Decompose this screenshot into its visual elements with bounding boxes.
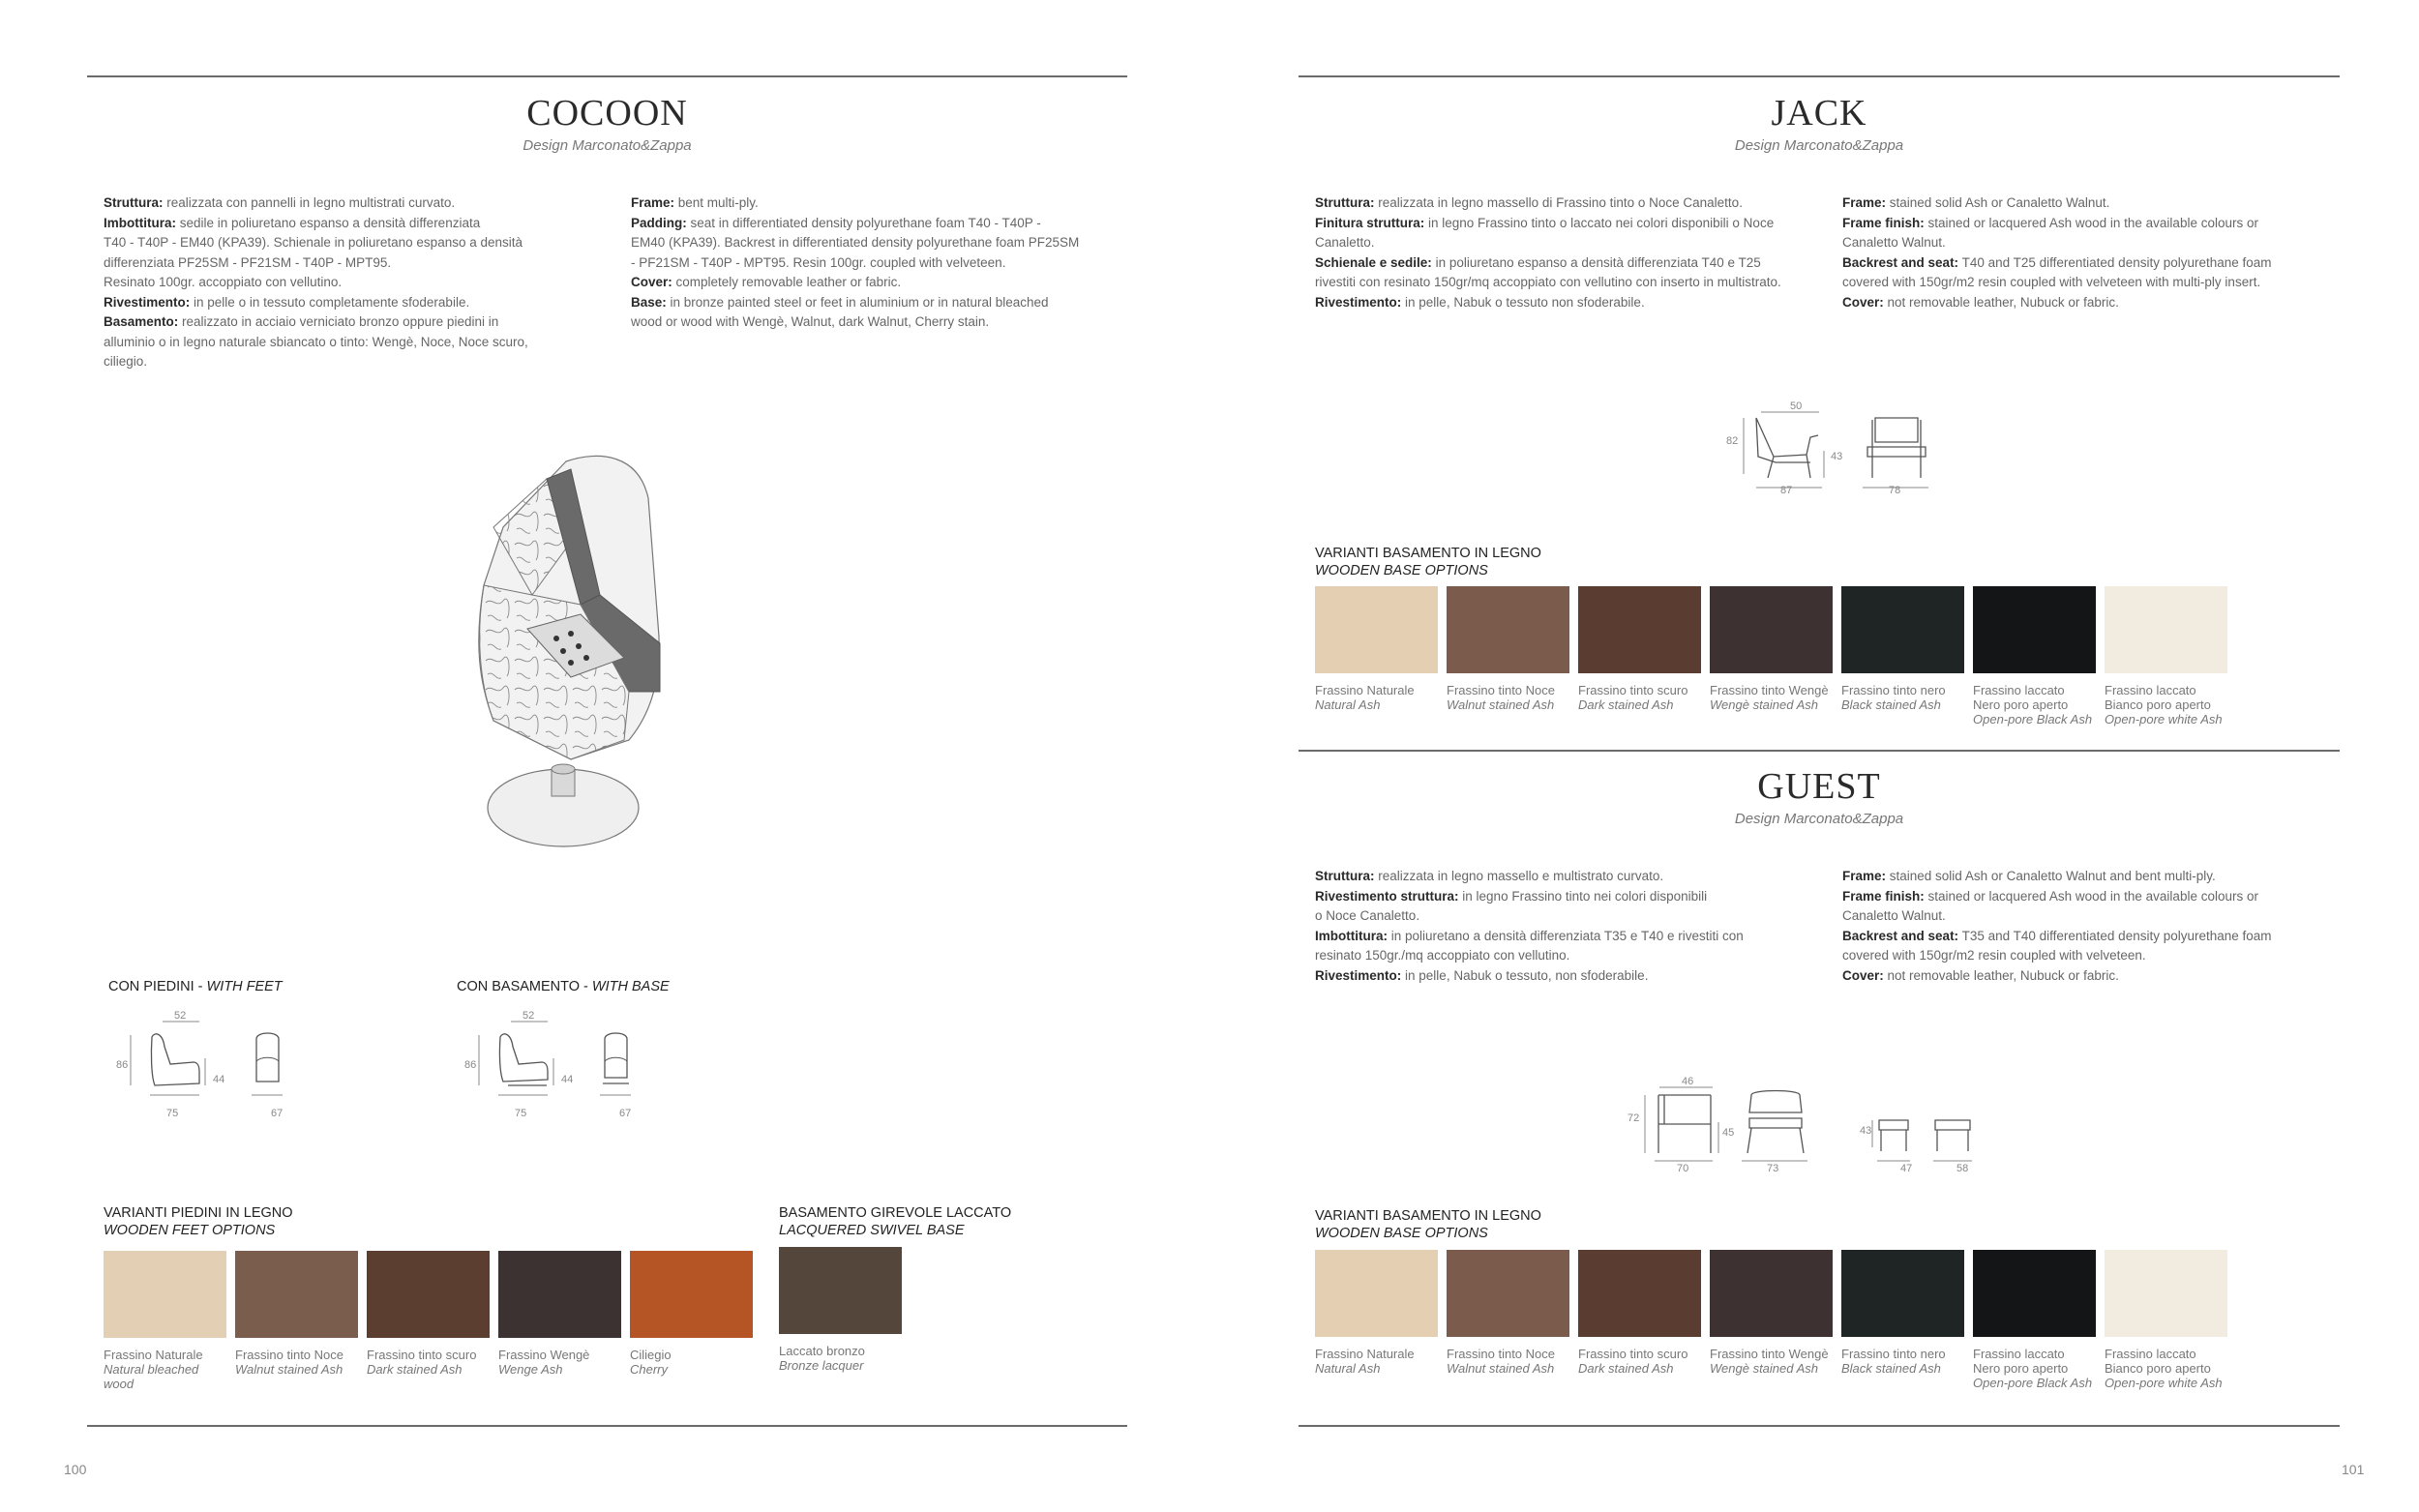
- guest-base-caption-it: Frassino laccato: [2105, 1347, 2196, 1361]
- feet-caption: [235, 1348, 371, 1377]
- jack-base-caption-it: Frassino laccato: [1973, 683, 2065, 697]
- guest-base-caption: [2105, 1347, 2240, 1390]
- jack-base-caption: [1315, 683, 1450, 712]
- jack-en-label: Backrest and seat:: [1842, 254, 1959, 270]
- guest-en-line: [1842, 887, 2345, 907]
- designer-jack: Design Marconato&Zappa: [1734, 137, 1904, 154]
- guest-base-caption-en: Open-pore Black Ash: [1973, 1376, 2093, 1390]
- cocoon-it-text: Resinato 100gr. accoppiato con vellutino.: [104, 275, 343, 289]
- guest-options-title: VARIANTI BASAMENTO IN LEGNO: [1315, 1208, 1541, 1224]
- guest-en-text: T35 and T40 differentiated density polyurethane foam: [1958, 928, 2272, 943]
- guest-en-label: Backrest and seat:: [1842, 928, 1959, 943]
- cocoon-it-line: [104, 193, 587, 214]
- cocoon-en-line: [631, 293, 1134, 313]
- cocoon-en-line: [631, 193, 1134, 214]
- feet-caption-it: Frassino Naturale: [104, 1348, 203, 1362]
- guest-base-caption: [1841, 1347, 1977, 1376]
- jack-base-caption-en: Open-pore white Ash: [2105, 712, 2223, 726]
- guest-it-text: resinato 150gr./mq accoppiato con vellutino.: [1315, 948, 1570, 963]
- dim-guest-seat: 45: [1722, 1127, 1735, 1139]
- jack-base-caption-en: Wengè stained Ash: [1710, 697, 1819, 712]
- guest-base-caption-it2: Bianco poro aperto: [2105, 1361, 2211, 1376]
- cocoon-en-text: in bronze painted steel or feet in aluminium or in natural bleached: [666, 294, 1049, 310]
- guest-base-caption-en: Black stained Ash: [1841, 1361, 1941, 1376]
- swivel-bronze-swatch: [779, 1247, 902, 1334]
- guest-base-caption-en: Open-pore white Ash: [2105, 1376, 2223, 1390]
- cocoon-it-text: realizzata con pannelli in legno multistrati curvato.: [163, 195, 456, 210]
- jack-en-line: [1842, 293, 2345, 313]
- with-feet-label-en: WITH FEET: [206, 979, 283, 994]
- dim-guest-stool-depth: 47: [1900, 1163, 1913, 1174]
- guest-en-label: Frame:: [1842, 869, 1887, 883]
- feet-swatch: [498, 1251, 621, 1338]
- page-number-right: 101: [2342, 1462, 2365, 1477]
- feet-caption: [104, 1348, 239, 1391]
- cocoon-en-line: [631, 233, 1134, 253]
- guest-it-line: [1315, 867, 1837, 887]
- cocoon-it-line: [104, 312, 587, 333]
- cocoon-base-dimension-drawing: [464, 1008, 658, 1105]
- guest-en-label: Frame finish:: [1842, 888, 1925, 904]
- designer-cocoon: Design Marconato&Zappa: [523, 137, 692, 154]
- jack-base-caption: [1447, 683, 1582, 712]
- jack-base-caption-it: Frassino laccato: [2105, 683, 2196, 697]
- jack-options-heading: [1315, 545, 1541, 579]
- jack-base-caption-en: Open-pore Black Ash: [1973, 712, 2093, 726]
- jack-base-caption-en: Dark stained Ash: [1578, 697, 1674, 712]
- guest-en-line: [1842, 906, 2345, 927]
- guest-base-caption-en: Wengè stained Ash: [1710, 1361, 1819, 1376]
- jack-it-line: [1315, 273, 1837, 293]
- dim-jack-width: 50: [1790, 400, 1803, 412]
- cocoon-it-text: in pelle o in tessuto completamente sfoderabile.: [190, 294, 470, 310]
- guest-en-text: stained or lacquered Ash wood in the available colours or: [1924, 888, 2258, 904]
- guest-it-label: Rivestimento struttura:: [1315, 888, 1459, 904]
- jack-description-en: [1842, 193, 2345, 312]
- jack-options-title: VARIANTI BASAMENTO IN LEGNO: [1315, 546, 1541, 561]
- jack-it-line: [1315, 293, 1837, 313]
- jack-en-text: T40 and T25 differentiated density polyurethane foam: [1958, 254, 2272, 270]
- guest-base-swatch: [1710, 1250, 1833, 1337]
- feet-swatch: [367, 1251, 490, 1338]
- guest-it-line: [1315, 927, 1837, 947]
- guest-description-it: [1315, 867, 1837, 986]
- swivel-caption-it: Laccato bronzo: [779, 1344, 865, 1358]
- dim-guest-width: 46: [1682, 1076, 1694, 1087]
- cocoon-feet-dimension-drawing: [116, 1008, 310, 1105]
- cocoon-it-label: Imbottitura:: [104, 215, 176, 230]
- jack-base-swatch: [1710, 586, 1833, 673]
- with-base-label: CON BASAMENTO -: [457, 979, 592, 994]
- cocoon-it-line: [104, 233, 587, 253]
- jack-en-label: Frame finish:: [1842, 215, 1925, 230]
- cocoon-en-text: wood or wood with Wengè, Walnut, dark Walnut, Cherry stain.: [631, 314, 990, 329]
- cocoon-description-it: [104, 193, 587, 372]
- jack-it-label: Struttura:: [1315, 195, 1375, 210]
- cocoon-it-line: [104, 253, 587, 274]
- dim-feet-height: 86: [116, 1059, 129, 1071]
- cocoon-it-label: Basamento:: [104, 314, 179, 329]
- feet-swatch: [235, 1251, 358, 1338]
- jack-it-text: realizzata in legno massello di Frassino tinto o Noce Canaletto.: [1374, 195, 1743, 210]
- page-title-cocoon: COCOON: [526, 93, 688, 133]
- guest-base-swatch: [1578, 1250, 1701, 1337]
- guest-it-text: in pelle, Nabuk o tessuto, non sfoderabile.: [1401, 967, 1649, 983]
- jack-it-label: Schienale e sedile:: [1315, 254, 1432, 270]
- guest-base-caption: [1973, 1347, 2108, 1390]
- guest-it-label: Imbottitura:: [1315, 928, 1388, 943]
- guest-en-text: Canaletto Walnut.: [1842, 908, 1946, 923]
- cocoon-en-text: - PF21SM - T40P - MPT95. Resin 100gr. coupled with velveteen.: [631, 254, 1006, 270]
- jack-base-caption: [2105, 683, 2240, 726]
- guest-options-heading: [1315, 1207, 1541, 1242]
- page-number-left: 100: [64, 1462, 87, 1477]
- swivel-caption-en: Bronze lacquer: [779, 1358, 864, 1373]
- dim-base-height: 86: [464, 1059, 477, 1071]
- jack-it-text: in legno Frassino tinto o laccato nei colori disponibili o Noce: [1424, 215, 1775, 230]
- jack-it-text: Canaletto.: [1315, 235, 1375, 250]
- jack-base-swatch: [2105, 586, 2227, 673]
- dim-guest-front: 73: [1767, 1163, 1779, 1174]
- guest-it-text: realizzata in legno massello e multistrato curvato.: [1374, 869, 1664, 883]
- cocoon-it-line: [104, 352, 587, 372]
- cocoon-it-label: Struttura:: [104, 195, 164, 210]
- cocoon-it-text: sedile in poliuretano espanso a densità differenziata: [176, 215, 481, 230]
- cocoon-it-line: [104, 273, 587, 293]
- jack-base-caption-it: Frassino Naturale: [1315, 683, 1415, 697]
- jack-en-text: covered with 150gr/m2 resin coupled with velveteen with multi-ply insert.: [1842, 275, 2261, 289]
- jack-en-text: stained or lacquered Ash wood in the available colours or: [1924, 215, 2258, 230]
- guest-base-caption-it: Frassino tinto scuro: [1578, 1347, 1688, 1361]
- top-rule-right: [1299, 75, 2340, 77]
- guest-it-line: [1315, 966, 1837, 987]
- guest-it-label: Struttura:: [1315, 869, 1375, 883]
- feet-options-heading: [104, 1204, 293, 1239]
- guest-base-caption-it: Frassino tinto Noce: [1447, 1347, 1555, 1361]
- guest-en-line: [1842, 927, 2345, 947]
- guest-base-caption: [1315, 1347, 1450, 1376]
- feet-caption-en: Cherry: [630, 1362, 669, 1377]
- jack-en-text: Canaletto Walnut.: [1842, 235, 1946, 250]
- guest-base-caption-it2: Nero poro aperto: [1973, 1361, 2069, 1376]
- guest-it-label: Rivestimento:: [1315, 967, 1402, 983]
- cocoon-en-label: Cover:: [631, 275, 672, 289]
- feet-swatch: [104, 1251, 226, 1338]
- guest-base-caption: [1710, 1347, 1845, 1376]
- guest-it-text: in poliuretano a densità differenziata T35 e T40 e rivestiti con: [1388, 928, 1744, 943]
- jack-base-swatch: [1841, 586, 1964, 673]
- dim-guest-depth: 70: [1677, 1163, 1689, 1174]
- guest-base-caption-en: Walnut stained Ash: [1447, 1361, 1555, 1376]
- guest-en-text: not removable leather, Nubuck or fabric.: [1883, 967, 2119, 983]
- swivel-base-subtitle: LACQUERED SWIVEL BASE: [779, 1223, 965, 1238]
- cocoon-description-en: [631, 193, 1134, 333]
- jack-base-swatch: [1973, 586, 2096, 673]
- jack-base-caption-it: Frassino tinto Wengè: [1710, 683, 1829, 697]
- feet-caption-it: Frassino tinto scuro: [367, 1348, 477, 1362]
- cocoon-en-line: [631, 253, 1134, 274]
- jack-dimension-drawing: [1717, 399, 1950, 495]
- jack-it-line: [1315, 233, 1837, 253]
- dim-jack-front: 78: [1889, 485, 1901, 496]
- jack-base-caption-it: Frassino tinto nero: [1841, 683, 1946, 697]
- dim-feet-seat: 44: [213, 1074, 225, 1085]
- dim-jack-seat: 43: [1831, 451, 1843, 462]
- jack-base-swatch: [1447, 586, 1569, 673]
- jack-en-label: Cover:: [1842, 294, 1884, 310]
- jack-base-caption-en: Walnut stained Ash: [1447, 697, 1555, 712]
- jack-it-text: in pelle, Nabuk o tessuto non sfoderabile.: [1401, 294, 1645, 310]
- guest-description-en: [1842, 867, 2345, 986]
- swivel-base-heading: [779, 1204, 1011, 1239]
- dim-base-width: 52: [523, 1010, 535, 1022]
- guest-it-text: in legno Frassino tinto nei colori disponibili: [1458, 888, 1708, 904]
- jack-it-line: [1315, 193, 1837, 214]
- feet-options-subtitle: WOODEN FEET OPTIONS: [104, 1223, 276, 1238]
- cocoon-en-line: [631, 312, 1134, 333]
- feet-caption-en: Wenge Ash: [498, 1362, 563, 1377]
- designer-guest: Design Marconato&Zappa: [1734, 811, 1904, 827]
- jack-base-swatch: [1315, 586, 1438, 673]
- guest-base-swatch: [2105, 1250, 2227, 1337]
- top-rule-left: [87, 75, 1127, 77]
- dim-jack-depth: 87: [1780, 485, 1793, 496]
- guest-en-line: [1842, 946, 2345, 966]
- dim-base-seat: 44: [561, 1074, 574, 1085]
- guest-base-caption: [1447, 1347, 1582, 1376]
- jack-base-caption: [1841, 683, 1977, 712]
- cocoon-en-label: Padding:: [631, 215, 687, 230]
- guest-base-caption-en: Dark stained Ash: [1578, 1361, 1674, 1376]
- jack-description-it: [1315, 193, 1837, 312]
- guest-base-swatch: [1315, 1250, 1438, 1337]
- cocoon-it-line: [104, 333, 587, 353]
- swivel-bronze-caption: [779, 1344, 914, 1373]
- jack-base-swatch: [1578, 586, 1701, 673]
- jack-base-caption-it2: Bianco poro aperto: [2105, 697, 2211, 712]
- guest-base-swatch: [1447, 1250, 1569, 1337]
- dim-guest-stool-height: 43: [1860, 1125, 1872, 1137]
- cocoon-it-line: [104, 293, 587, 313]
- guest-base-caption-it: Frassino laccato: [1973, 1347, 2065, 1361]
- guest-en-text: stained solid Ash or Canaletto Walnut and bent multi-ply.: [1886, 869, 2216, 883]
- cocoon-en-label: Frame:: [631, 195, 675, 210]
- feet-caption-it: Frassino tinto Noce: [235, 1348, 343, 1362]
- cocoon-it-text: alluminio o in legno naturale sbiancato o tinto: Wengè, Noce, Noce scuro,: [104, 334, 528, 349]
- jack-en-label: Frame:: [1842, 195, 1887, 210]
- guest-base-swatch: [1973, 1250, 2096, 1337]
- guest-base-caption-it: Frassino tinto nero: [1841, 1347, 1946, 1361]
- feet-caption-en: Walnut stained Ash: [235, 1362, 343, 1377]
- jack-en-line: [1842, 253, 2345, 274]
- feet-caption-en: Natural bleached: [104, 1362, 199, 1377]
- cocoon-en-label: Base:: [631, 294, 667, 310]
- feet-caption: [498, 1348, 634, 1377]
- page-title-guest: GUEST: [1757, 766, 1881, 807]
- cocoon-it-label: Rivestimento:: [104, 294, 191, 310]
- cocoon-it-line: [104, 214, 587, 234]
- guest-base-caption: [1578, 1347, 1714, 1376]
- cocoon-chair-illustration: [455, 450, 706, 856]
- jack-base-caption-it: Frassino tinto Noce: [1447, 683, 1555, 697]
- jack-en-text: stained solid Ash or Canaletto Walnut.: [1886, 195, 2110, 210]
- cocoon-en-text: completely removable leather or fabric.: [672, 275, 902, 289]
- guest-base-swatch: [1841, 1250, 1964, 1337]
- guest-it-line: [1315, 906, 1837, 927]
- feet-caption-it: Frassino Wengè: [498, 1348, 590, 1362]
- guest-en-text: covered with 150gr/m2 resin coupled with velveteen.: [1842, 948, 2146, 963]
- cocoon-en-text: seat in differentiated density polyurethane foam T40 - T40P -: [686, 215, 1041, 230]
- guest-it-line: [1315, 887, 1837, 907]
- jack-it-text: in poliuretano espanso a densità differenziata T40 e T25: [1431, 254, 1761, 270]
- dim-jack-height: 82: [1726, 435, 1739, 447]
- with-feet-heading: [108, 978, 283, 995]
- guest-en-label: Cover:: [1842, 967, 1884, 983]
- jack-it-line: [1315, 214, 1837, 234]
- guest-it-line: [1315, 946, 1837, 966]
- middle-rule-right: [1299, 750, 2340, 752]
- jack-it-text: rivestiti con resinato 150gr/mq accoppiato con vellutino con inserto in multistrato.: [1315, 275, 1781, 289]
- jack-en-line: [1842, 214, 2345, 234]
- dim-base-depth: 75: [515, 1108, 527, 1119]
- jack-it-label: Finitura struttura:: [1315, 215, 1425, 230]
- cocoon-en-line: [631, 273, 1134, 293]
- feet-options-title: VARIANTI PIEDINI IN LEGNO: [104, 1205, 293, 1221]
- guest-base-caption-it: Frassino Naturale: [1315, 1347, 1415, 1361]
- guest-base-caption-en: Natural Ash: [1315, 1361, 1381, 1376]
- jack-base-caption: [1710, 683, 1845, 712]
- feet-caption-en: Dark stained Ash: [367, 1362, 463, 1377]
- cocoon-en-text: EM40 (KPA39). Backrest in differentiated density polyurethane foam PF25SM: [631, 235, 1080, 250]
- cocoon-it-text: differenziata PF25SM - PF21SM - T40P - MPT95.: [104, 254, 392, 270]
- bottom-rule-left: [87, 1425, 1127, 1427]
- bottom-rule-right: [1299, 1425, 2340, 1427]
- guest-base-caption-it: Frassino tinto Wengè: [1710, 1347, 1829, 1361]
- dim-base-front: 67: [619, 1108, 632, 1119]
- jack-base-caption-en: Black stained Ash: [1841, 697, 1941, 712]
- jack-en-line: [1842, 233, 2345, 253]
- guest-options-subtitle: WOODEN BASE OPTIONS: [1315, 1226, 1488, 1241]
- cocoon-it-text: realizzato in acciaio verniciato bronzo oppure piedini in: [178, 314, 499, 329]
- page-title-jack: JACK: [1771, 93, 1867, 133]
- guest-en-line: [1842, 867, 2345, 887]
- dim-feet-width: 52: [174, 1010, 187, 1022]
- guest-dimension-drawing: [1616, 1074, 2003, 1180]
- dim-feet-front: 67: [271, 1108, 284, 1119]
- jack-it-line: [1315, 253, 1837, 274]
- jack-base-caption-it: Frassino tinto scuro: [1578, 683, 1688, 697]
- feet-caption: [367, 1348, 502, 1377]
- with-feet-label: CON PIEDINI -: [108, 979, 207, 994]
- dim-feet-depth: 75: [166, 1108, 179, 1119]
- guest-en-line: [1842, 966, 2345, 987]
- jack-options-subtitle: WOODEN BASE OPTIONS: [1315, 563, 1488, 578]
- cocoon-en-line: [631, 214, 1134, 234]
- with-base-label-en: WITH BASE: [591, 979, 670, 994]
- jack-base-caption: [1578, 683, 1714, 712]
- feet-caption-en2: wood: [104, 1377, 134, 1391]
- feet-caption: [630, 1348, 765, 1377]
- jack-base-caption-en: Natural Ash: [1315, 697, 1381, 712]
- jack-base-caption: [1973, 683, 2108, 726]
- with-base-heading: [457, 978, 670, 995]
- feet-swatch: [630, 1251, 753, 1338]
- cocoon-it-text: ciliegio.: [104, 354, 148, 369]
- dim-guest-stool-width: 58: [1956, 1163, 1969, 1174]
- cocoon-en-text: bent multi-ply.: [674, 195, 759, 210]
- jack-en-line: [1842, 193, 2345, 214]
- dim-guest-height: 72: [1628, 1112, 1640, 1124]
- jack-en-text: not removable leather, Nubuck or fabric.: [1883, 294, 2119, 310]
- jack-it-label: Rivestimento:: [1315, 294, 1402, 310]
- cocoon-it-text: T40 - T40P - EM40 (KPA39). Schienale in poliuretano espanso a densità: [104, 235, 523, 250]
- jack-base-caption-it2: Nero poro aperto: [1973, 697, 2069, 712]
- jack-en-line: [1842, 273, 2345, 293]
- guest-it-text: o Noce Canaletto.: [1315, 908, 1420, 923]
- swivel-base-title: BASAMENTO GIREVOLE LACCATO: [779, 1205, 1012, 1221]
- feet-caption-it: Ciliegio: [630, 1348, 672, 1362]
